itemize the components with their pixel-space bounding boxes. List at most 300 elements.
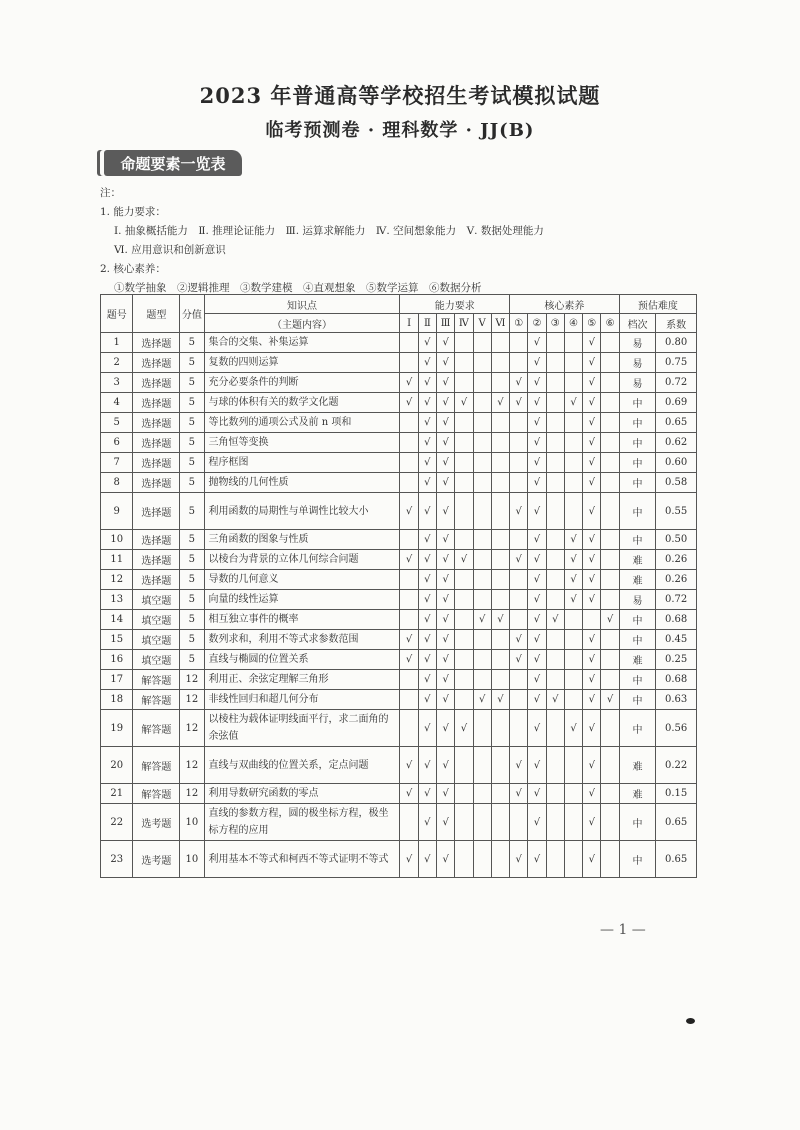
row-score: 12	[180, 747, 204, 784]
ability-check-4: √	[455, 550, 473, 570]
core-check-5: √	[583, 590, 601, 610]
ability-check-6	[491, 473, 509, 493]
core-check-1	[510, 333, 528, 353]
core-check-6	[601, 590, 619, 610]
header-core-3: ③	[546, 314, 564, 333]
ability-check-6	[491, 493, 509, 530]
page-subtitle: 临考预测卷 · 理科数学 · JJ(B)	[265, 120, 535, 141]
ability-check-5	[473, 433, 491, 453]
core-check-3	[546, 353, 564, 373]
ability-check-5	[473, 804, 491, 841]
core-check-5: √	[583, 473, 601, 493]
table-row	[101, 413, 697, 433]
core-check-4	[564, 333, 582, 353]
core-check-1	[510, 690, 528, 710]
core-check-2: √	[528, 493, 546, 530]
core-check-5: √	[583, 453, 601, 473]
ability-check-2: √	[418, 610, 436, 630]
row-type: 选择题	[133, 570, 180, 590]
row-level: 难	[619, 747, 656, 784]
ability-check-6: √	[491, 610, 509, 630]
ability-check-4	[455, 373, 473, 393]
row-level: 中	[619, 690, 656, 710]
ability-check-5	[473, 630, 491, 650]
core-check-2: √	[528, 413, 546, 433]
ink-smudge	[686, 1018, 695, 1024]
core-check-2: √	[528, 804, 546, 841]
core-check-3	[546, 413, 564, 433]
row-type: 选择题	[133, 550, 180, 570]
page-number: — 1 —	[600, 922, 646, 938]
row-coef: 0.50	[656, 530, 697, 550]
ability-check-2: √	[418, 804, 436, 841]
ability-check-5	[473, 473, 491, 493]
table-row	[101, 690, 697, 710]
row-type: 填空题	[133, 630, 180, 650]
row-type: 填空题	[133, 590, 180, 610]
ability-check-3: √	[437, 530, 455, 550]
ability-check-1	[400, 590, 418, 610]
ability-check-6: √	[491, 393, 509, 413]
header-difficulty: 预估难度	[619, 295, 696, 314]
core-check-4	[564, 747, 582, 784]
ability-check-2: √	[418, 493, 436, 530]
row-type: 选考题	[133, 841, 180, 878]
row-coef: 0.45	[656, 630, 697, 650]
core-check-5: √	[583, 550, 601, 570]
row-knowledge-point: 相互独立事件的概率	[204, 610, 400, 630]
ability-check-6	[491, 570, 509, 590]
core-check-1: √	[510, 747, 528, 784]
row-type: 选择题	[133, 473, 180, 493]
core-check-2: √	[528, 841, 546, 878]
row-score: 10	[180, 804, 204, 841]
notes-core-line1: ①数学抽象 ②逻辑推理 ③数学建模 ④直观想象 ⑤数学运算 ⑥数据分析	[114, 282, 482, 294]
header-core: 核心素养	[510, 295, 620, 314]
ability-check-2: √	[418, 841, 436, 878]
row-no: 7	[101, 453, 133, 473]
row-knowledge-point: 充分必要条件的判断	[204, 373, 400, 393]
ability-check-3: √	[437, 333, 455, 353]
ability-check-2: √	[418, 550, 436, 570]
core-check-4	[564, 493, 582, 530]
row-knowledge-point: 与球的体积有关的数学文化题	[204, 393, 400, 413]
row-score: 5	[180, 413, 204, 433]
ability-check-6	[491, 710, 509, 747]
header-core-6: ⑥	[601, 314, 619, 333]
core-check-2: √	[528, 333, 546, 353]
ability-check-4	[455, 570, 473, 590]
row-score: 5	[180, 353, 204, 373]
ability-check-1	[400, 670, 418, 690]
ability-check-6	[491, 373, 509, 393]
row-no: 6	[101, 433, 133, 453]
row-score: 5	[180, 650, 204, 670]
ability-check-1	[400, 804, 418, 841]
ability-check-1: √	[400, 841, 418, 878]
row-level: 中	[619, 841, 656, 878]
row-score: 5	[180, 530, 204, 550]
ability-check-1: √	[400, 493, 418, 530]
core-check-4	[564, 610, 582, 630]
row-level: 中	[619, 804, 656, 841]
row-level: 中	[619, 610, 656, 630]
ability-check-6: √	[491, 690, 509, 710]
core-check-2: √	[528, 473, 546, 493]
core-check-6	[601, 570, 619, 590]
ability-check-1	[400, 333, 418, 353]
section-banner: 命题要素一览表	[104, 150, 242, 176]
ability-check-2: √	[418, 530, 436, 550]
core-check-2: √	[528, 650, 546, 670]
row-coef: 0.65	[656, 413, 697, 433]
core-check-3	[546, 453, 564, 473]
header-no: 题号	[101, 295, 133, 333]
row-no: 22	[101, 804, 133, 841]
row-no: 1	[101, 333, 133, 353]
ability-check-5	[473, 570, 491, 590]
row-level: 中	[619, 473, 656, 493]
row-score: 5	[180, 373, 204, 393]
row-coef: 0.69	[656, 393, 697, 413]
header-type: 题型	[133, 295, 180, 333]
ability-check-4	[455, 804, 473, 841]
row-no: 13	[101, 590, 133, 610]
row-type: 选择题	[133, 453, 180, 473]
row-coef: 0.65	[656, 804, 697, 841]
notes-core-title: 2. 核心素养：	[100, 263, 166, 275]
core-check-2: √	[528, 550, 546, 570]
row-level: 易	[619, 353, 656, 373]
ability-check-6	[491, 590, 509, 610]
row-type: 填空题	[133, 650, 180, 670]
core-check-6	[601, 747, 619, 784]
ability-check-3: √	[437, 413, 455, 433]
row-score: 5	[180, 570, 204, 590]
ability-check-4	[455, 530, 473, 550]
core-check-5: √	[583, 353, 601, 373]
ability-check-2: √	[418, 433, 436, 453]
core-check-1	[510, 433, 528, 453]
ability-check-4	[455, 433, 473, 453]
core-check-2: √	[528, 690, 546, 710]
row-score: 5	[180, 493, 204, 530]
row-score: 5	[180, 590, 204, 610]
core-check-5	[583, 610, 601, 630]
ability-check-5	[473, 413, 491, 433]
core-check-6	[601, 670, 619, 690]
ability-check-3: √	[437, 747, 455, 784]
ability-check-3: √	[437, 630, 455, 650]
core-check-3	[546, 670, 564, 690]
row-score: 5	[180, 393, 204, 413]
core-check-4: √	[564, 550, 582, 570]
ability-check-3: √	[437, 650, 455, 670]
row-knowledge-point: 利用导数研究函数的零点	[204, 784, 400, 804]
table-row	[101, 747, 697, 784]
row-level: 易	[619, 590, 656, 610]
ability-check-3: √	[437, 610, 455, 630]
core-check-6	[601, 630, 619, 650]
row-level: 中	[619, 670, 656, 690]
row-no: 4	[101, 393, 133, 413]
core-check-4	[564, 841, 582, 878]
ability-check-1: √	[400, 550, 418, 570]
row-level: 中	[619, 393, 656, 413]
core-check-6	[601, 333, 619, 353]
header-coef: 系数	[656, 314, 697, 333]
ability-check-4	[455, 784, 473, 804]
row-knowledge-point: 直线与椭圆的位置关系	[204, 650, 400, 670]
row-no: 12	[101, 570, 133, 590]
row-knowledge-point: 利用基本不等式和柯西不等式证明不等式	[204, 841, 400, 878]
ability-check-1	[400, 473, 418, 493]
ability-check-6	[491, 550, 509, 570]
ability-check-5	[473, 710, 491, 747]
ability-check-6	[491, 453, 509, 473]
ability-check-5	[473, 393, 491, 413]
ability-check-4	[455, 630, 473, 650]
table-row	[101, 650, 697, 670]
core-check-1	[510, 670, 528, 690]
ability-check-3: √	[437, 690, 455, 710]
core-check-6	[601, 393, 619, 413]
core-check-6	[601, 841, 619, 878]
core-check-4	[564, 433, 582, 453]
ability-check-2: √	[418, 747, 436, 784]
row-level: 中	[619, 530, 656, 550]
core-check-5: √	[583, 333, 601, 353]
row-type: 解答题	[133, 747, 180, 784]
ability-check-3: √	[437, 373, 455, 393]
header-ability-5: Ⅴ	[473, 314, 491, 333]
row-coef: 0.26	[656, 550, 697, 570]
page-title: 2023 年普通高等学校招生考试模拟试题	[199, 83, 601, 108]
ability-check-3: √	[437, 393, 455, 413]
ability-check-3: √	[437, 353, 455, 373]
core-check-1: √	[510, 841, 528, 878]
table-row	[101, 453, 697, 473]
core-check-1: √	[510, 650, 528, 670]
row-coef: 0.65	[656, 841, 697, 878]
ability-check-2: √	[418, 453, 436, 473]
core-check-2: √	[528, 353, 546, 373]
row-type: 选择题	[133, 413, 180, 433]
core-check-5: √	[583, 784, 601, 804]
ability-check-4	[455, 841, 473, 878]
notes-section	[100, 184, 700, 298]
core-check-5: √	[583, 670, 601, 690]
ability-check-6	[491, 804, 509, 841]
core-check-6: √	[601, 610, 619, 630]
core-check-2: √	[528, 747, 546, 784]
ability-check-2: √	[418, 784, 436, 804]
row-coef: 0.72	[656, 373, 697, 393]
ability-check-4	[455, 690, 473, 710]
ability-check-2: √	[418, 413, 436, 433]
header-ability: 能力要求	[400, 295, 510, 314]
ability-check-5	[473, 493, 491, 530]
row-score: 5	[180, 453, 204, 473]
core-check-2: √	[528, 590, 546, 610]
row-knowledge-point: 三角恒等变换	[204, 433, 400, 453]
ability-check-6	[491, 784, 509, 804]
ability-check-1: √	[400, 630, 418, 650]
ability-check-1: √	[400, 393, 418, 413]
ability-check-3: √	[437, 670, 455, 690]
core-check-1	[510, 804, 528, 841]
ability-check-6	[491, 433, 509, 453]
ability-check-4	[455, 413, 473, 433]
row-coef: 0.63	[656, 690, 697, 710]
row-knowledge-point: 集合的交集、补集运算	[204, 333, 400, 353]
header-ability-4: Ⅳ	[455, 314, 473, 333]
ability-check-1: √	[400, 747, 418, 784]
core-check-2: √	[528, 630, 546, 650]
core-check-3: √	[546, 690, 564, 710]
row-knowledge-point: 利用函数的局期性与单调性比较大小	[204, 493, 400, 530]
row-no: 9	[101, 493, 133, 530]
core-check-5: √	[583, 373, 601, 393]
row-no: 2	[101, 353, 133, 373]
table-body	[101, 333, 697, 878]
ability-check-3: √	[437, 710, 455, 747]
ability-check-4	[455, 650, 473, 670]
ability-check-4	[455, 747, 473, 784]
row-coef: 0.62	[656, 433, 697, 453]
ability-check-3: √	[437, 590, 455, 610]
row-type: 选择题	[133, 530, 180, 550]
row-level: 中	[619, 453, 656, 473]
core-check-4	[564, 690, 582, 710]
header-ability-1: Ⅰ	[400, 314, 418, 333]
header-kp: 知识点	[204, 295, 400, 314]
row-score: 5	[180, 550, 204, 570]
header-core-4: ④	[564, 314, 582, 333]
core-check-3	[546, 433, 564, 453]
row-knowledge-point: 直线的参数方程，圆的极坐标方程，极坐标方程的应用	[204, 804, 400, 841]
core-check-1	[510, 710, 528, 747]
core-check-2: √	[528, 710, 546, 747]
core-check-1	[510, 353, 528, 373]
core-check-4	[564, 650, 582, 670]
ability-check-5	[473, 841, 491, 878]
row-knowledge-point: 向量的线性运算	[204, 590, 400, 610]
row-no: 10	[101, 530, 133, 550]
row-score: 10	[180, 841, 204, 878]
core-check-2: √	[528, 373, 546, 393]
table-row	[101, 493, 697, 530]
row-no: 19	[101, 710, 133, 747]
ability-check-6	[491, 333, 509, 353]
core-check-4	[564, 413, 582, 433]
ability-check-6	[491, 747, 509, 784]
row-type: 解答题	[133, 710, 180, 747]
core-check-5: √	[583, 433, 601, 453]
row-score: 5	[180, 433, 204, 453]
row-score: 5	[180, 333, 204, 353]
core-check-5: √	[583, 804, 601, 841]
table-row	[101, 550, 697, 570]
core-check-6	[601, 493, 619, 530]
ability-check-5	[473, 650, 491, 670]
ability-check-4	[455, 610, 473, 630]
ability-check-5	[473, 784, 491, 804]
core-check-3	[546, 373, 564, 393]
row-level: 中	[619, 493, 656, 530]
core-check-6	[601, 530, 619, 550]
row-no: 18	[101, 690, 133, 710]
table-row	[101, 473, 697, 493]
row-level: 中	[619, 433, 656, 453]
core-check-6	[601, 804, 619, 841]
row-no: 16	[101, 650, 133, 670]
table-row	[101, 610, 697, 630]
ability-check-3: √	[437, 550, 455, 570]
header-core-1: ①	[510, 314, 528, 333]
header-score: 分值	[180, 295, 204, 333]
ability-check-2: √	[418, 650, 436, 670]
core-check-4	[564, 453, 582, 473]
ability-check-6	[491, 353, 509, 373]
row-level: 中	[619, 710, 656, 747]
table-row	[101, 710, 697, 747]
ability-check-3: √	[437, 841, 455, 878]
row-level: 难	[619, 570, 656, 590]
row-no: 3	[101, 373, 133, 393]
header-level: 档次	[619, 314, 656, 333]
row-coef: 0.58	[656, 473, 697, 493]
row-no: 5	[101, 413, 133, 433]
row-coef: 0.80	[656, 333, 697, 353]
core-check-1: √	[510, 493, 528, 530]
row-coef: 0.25	[656, 650, 697, 670]
row-level: 易	[619, 333, 656, 353]
core-check-2: √	[528, 453, 546, 473]
ability-check-4	[455, 670, 473, 690]
core-check-6	[601, 784, 619, 804]
ability-check-4	[455, 353, 473, 373]
row-knowledge-point: 复数的四则运算	[204, 353, 400, 373]
ability-check-3: √	[437, 473, 455, 493]
header-core-2: ②	[528, 314, 546, 333]
core-check-5: √	[583, 413, 601, 433]
core-check-6	[601, 413, 619, 433]
core-check-3	[546, 530, 564, 550]
row-coef: 0.68	[656, 670, 697, 690]
ability-check-5	[473, 747, 491, 784]
core-check-5: √	[583, 393, 601, 413]
ability-check-1: √	[400, 784, 418, 804]
row-knowledge-point: 抛物线的几何性质	[204, 473, 400, 493]
row-type: 解答题	[133, 784, 180, 804]
table-row	[101, 353, 697, 373]
ability-check-5	[473, 530, 491, 550]
core-check-1: √	[510, 784, 528, 804]
table-row	[101, 630, 697, 650]
header-ability-2: Ⅱ	[418, 314, 436, 333]
notes-heading: 注：	[100, 187, 121, 199]
table-row	[101, 530, 697, 550]
core-check-3	[546, 570, 564, 590]
row-score: 5	[180, 610, 204, 630]
row-no: 17	[101, 670, 133, 690]
core-check-1	[510, 453, 528, 473]
row-knowledge-point: 等比数列的通项公式及前 n 项和	[204, 413, 400, 433]
core-check-4	[564, 670, 582, 690]
core-check-1: √	[510, 550, 528, 570]
ability-check-5	[473, 373, 491, 393]
